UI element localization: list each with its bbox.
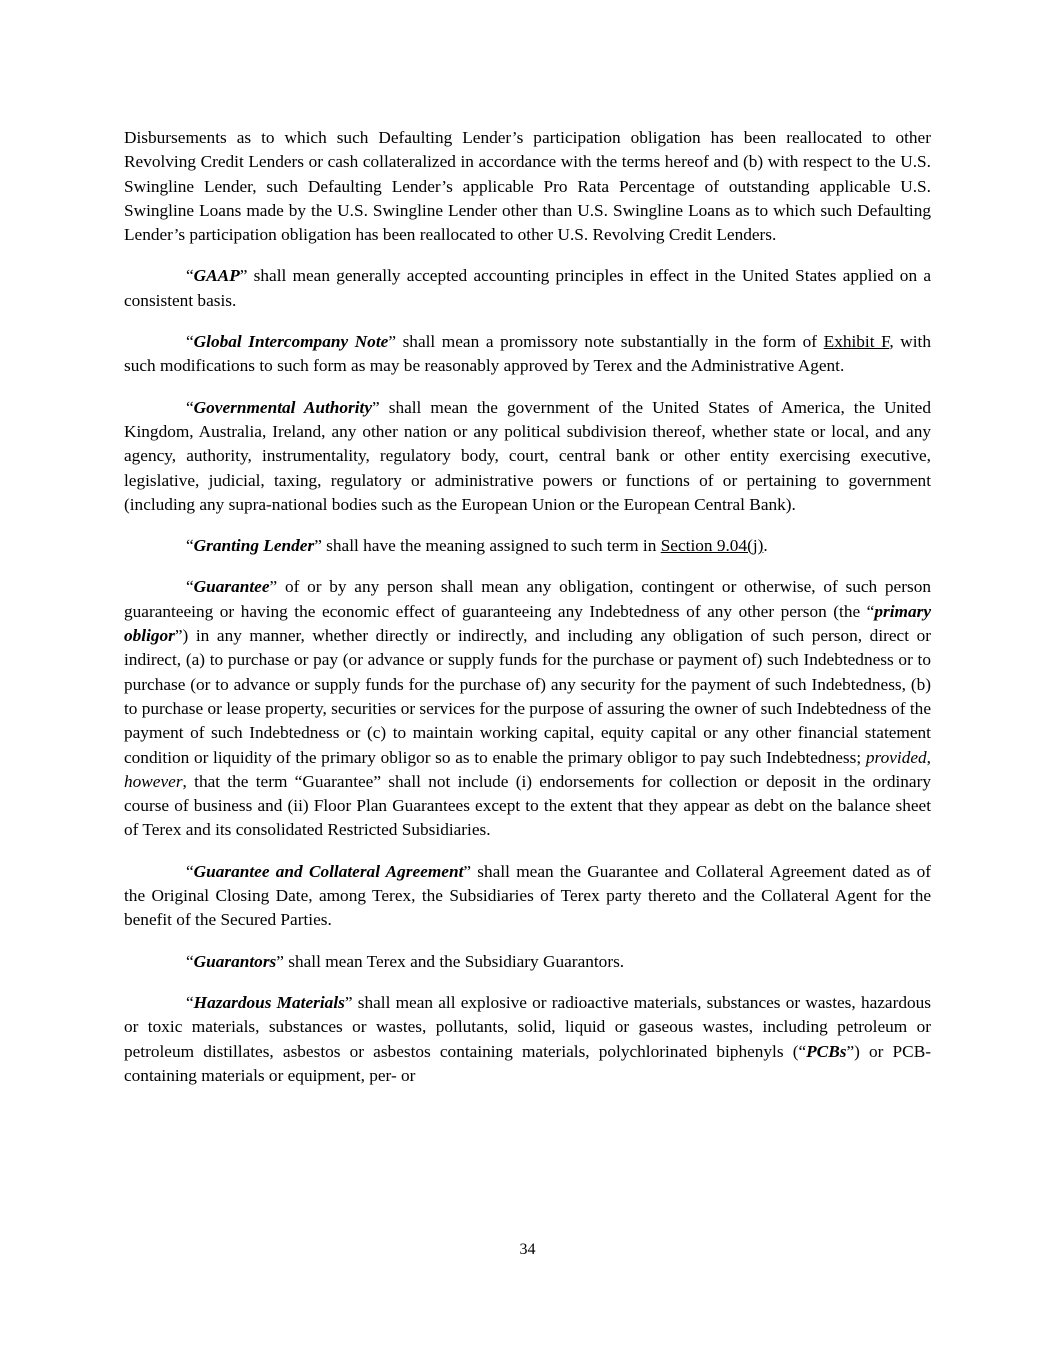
text-run: however [124,771,183,791]
paragraph [124,330,931,379]
text-run: Hazardous Materials [193,992,345,1012]
paragraph [124,534,931,558]
text-run: provided [865,747,927,767]
text-run: ” shall mean all explosive or radioactive materials, substances or wastes, hazardous or toxic materials, substances or wastes, pollutants, solid, liquid or gaseous wastes, including petroleum or petroleum distillates, asbestos or asbestos containing materials, polychlorinated biphenyls (“ [124,992,931,1061]
text-run: , with such modifications to such form as may be reasonably approved by Terex and the Administrative Agent. [124,332,931,376]
text-run: “ [186,861,194,881]
paragraph [124,126,931,247]
text-run: , [926,747,931,767]
text-run: , that the term “Guarantee” shall not include (i) endorsements for collection or deposit in the ordinary course of business and (ii) Floor Plan Guarantees except to the extent that they appear as debt on the balance sheet of Terex and its consolidated Restricted Subsidiaries. [124,771,931,840]
page-number: 34 [519,1241,536,1258]
text-run: ” shall mean the Guarantee and Collateral Agreement dated as of the Original Closing Date, among Terex, the Subsidiaries of Terex party thereto and the Collateral Agent for the benefit of the Secured Parties. [124,861,931,930]
text-run: . [763,536,768,556]
document-paragraphs [124,126,931,1105]
paragraph [124,264,931,313]
text-run: Exhibit F [823,332,890,352]
paragraph [124,991,931,1088]
text-run: Guarantors [193,951,277,971]
text-run: ”) in any manner, whether directly or indirectly, and including any obligation of such person, direct or indirect, (a) to purchase or pay (or advance or supply funds for the purchase or payment of) such Indebtedness or to purchase (or to advance or supply funds for the purchase of) any security for the payment of such Indebtedness, (b) to purchase or lease property, securities or services for the purpose of assuring the owner of such Indebtedness of the payment of such Indebtedness or (c) to maintain working capital, equity capital or any other financial statement condition or liquidity of the primary obligor so as to enable the primary obligor to pay such Indebtedness; [124,626,931,767]
text-run: ” shall have the meaning assigned to such term in [314,536,661,556]
text-run: “ [186,536,194,556]
text-run: “ [186,266,194,286]
text-run: ” of or by any person shall mean any obligation, contingent or otherwise, of such person guaranteeing or having the economic effect of guaranteeing any Indebtedness of any other person (the “ [124,577,931,621]
text-run: ”) or PCB-containing materials or equipment, per- or [124,1041,931,1085]
text-run: Granting Lender [193,536,315,556]
text-run: ” shall mean generally accepted accounting principles in effect in the United States applied on a consistent basis. [124,266,931,310]
text-run: Guarantee [193,577,270,597]
text-run: “ [186,577,194,597]
text-run: Section 9.04(j) [660,536,764,556]
text-run: PCBs [806,1041,847,1061]
text-run: Governmental Authority [193,397,373,417]
text-run: “ [186,332,194,352]
paragraph [124,575,931,842]
text-run: Disbursements as to which such Defaulting Lender’s participation obligation has been reallocated to other Revolving Credit Lenders or cash collateralized in accordance with the terms hereof and (b) with respect to the U.S. Swingline Lender, such Defaulting Lender’s applicable Pro Rata Percentage of outstanding applicable U.S. Swingline Loans made by the U.S. Swingline Lender other than U.S. Swingline Loans as to which such Defaulting Lender’s participation obligation has been reallocated to other U.S. Revolving Credit Lenders. [124,128,931,245]
text-run: ” shall mean the government of the United States of America, the United Kingdom, Australia, Ireland, any other nation or any political subdivision thereof, whether state or local, and any agency, authority, instrumentality, regulatory body, court, central bank or other entity exercising executive, legislative, judicial, taxing, regulatory or administrative powers or functions of or pertaining to government (including any supra-national bodies such as the European Union or the European Central Bank). [124,397,931,514]
text-run: “ [186,951,194,971]
text-run: “ [186,397,194,417]
paragraph [124,396,931,517]
text-run: Global Intercompany Note [193,332,389,352]
text-run: GAAP [193,266,240,286]
text-run: “ [186,992,194,1012]
paragraph [124,950,931,974]
paragraph [124,860,931,933]
text-run: Guarantee and Collateral Agreement [193,861,464,881]
text-run: ” shall mean Terex and the Subsidiary Guarantors. [276,951,625,971]
text-run: ” shall mean a promissory note substantially in the form of [388,332,824,352]
text-run: primary obligor [124,601,931,646]
